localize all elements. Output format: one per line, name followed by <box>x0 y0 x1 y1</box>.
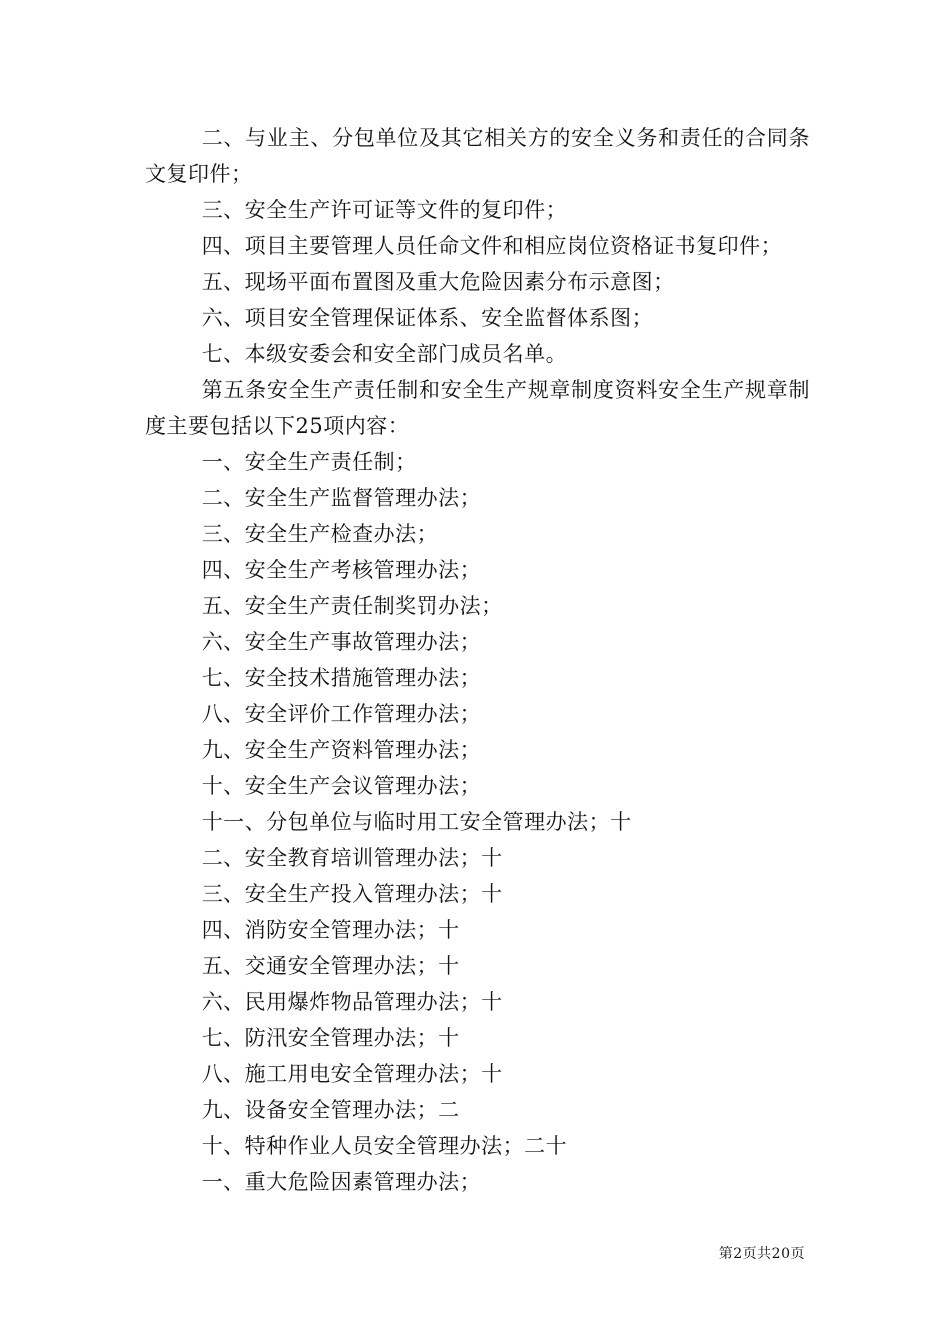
paragraph: 一、安全生产责任制； <box>201 450 417 474</box>
paragraph: 二、安全生产监督管理办法； <box>201 486 482 510</box>
paragraph: 六、项目安全管理保证体系、安全监督体系图； <box>201 306 654 330</box>
document-body <box>145 120 810 1200</box>
paragraph: 四、安全生产考核管理办法； <box>201 558 482 582</box>
paragraph: 三、安全生产投入管理办法；十 <box>201 882 503 906</box>
paragraph: 四、项目主要管理人员任命文件和相应岗位资格证书复印件； <box>201 234 783 258</box>
paragraph: 八、安全评价工作管理办法； <box>201 702 482 726</box>
paragraph: 五、交通安全管理办法；十 <box>201 954 460 978</box>
paragraph: 十一、分包单位与临时用工安全管理办法；十 <box>201 810 632 834</box>
paragraph: 十、特种作业人员安全管理办法；二十 <box>201 1134 568 1158</box>
page-number-footer: 第2页共20页 <box>718 1246 805 1262</box>
paragraph: 六、安全生产事故管理办法； <box>201 630 482 654</box>
paragraph: 八、施工用电安全管理办法；十 <box>201 1062 503 1086</box>
paragraph: 一、重大危险因素管理办法； <box>201 1170 482 1194</box>
paragraph: 五、安全生产责任制奖罚办法； <box>201 594 503 618</box>
paragraph: 三、安全生产许可证等文件的复印件； <box>201 198 568 222</box>
paragraph: 二、与业主、分包单位及其它相关方的安全义务和责任的合同条文复印件； <box>145 126 810 186</box>
paragraph: 七、安全技术措施管理办法； <box>201 666 482 690</box>
paragraph: 六、民用爆炸物品管理办法；十 <box>201 990 503 1014</box>
paragraph: 九、安全生产资料管理办法； <box>201 738 482 762</box>
paragraph: 七、本级安委会和安全部门成员名单。 <box>201 342 568 366</box>
paragraph: 三、安全生产检查办法； <box>201 522 439 546</box>
paragraph: 第五条安全生产责任制和安全生产规章制度资料安全生产规章制度主要包括以下25项内容： <box>145 378 810 438</box>
paragraph: 九、设备安全管理办法；二 <box>201 1098 460 1122</box>
paragraph: 二、安全教育培训管理办法；十 <box>201 846 503 870</box>
paragraph: 五、现场平面布置图及重大危险因素分布示意图； <box>201 270 675 294</box>
paragraph: 七、防汛安全管理办法；十 <box>201 1026 460 1050</box>
paragraph: 四、消防安全管理办法；十 <box>201 918 460 942</box>
paragraph: 十、安全生产会议管理办法； <box>201 774 482 798</box>
